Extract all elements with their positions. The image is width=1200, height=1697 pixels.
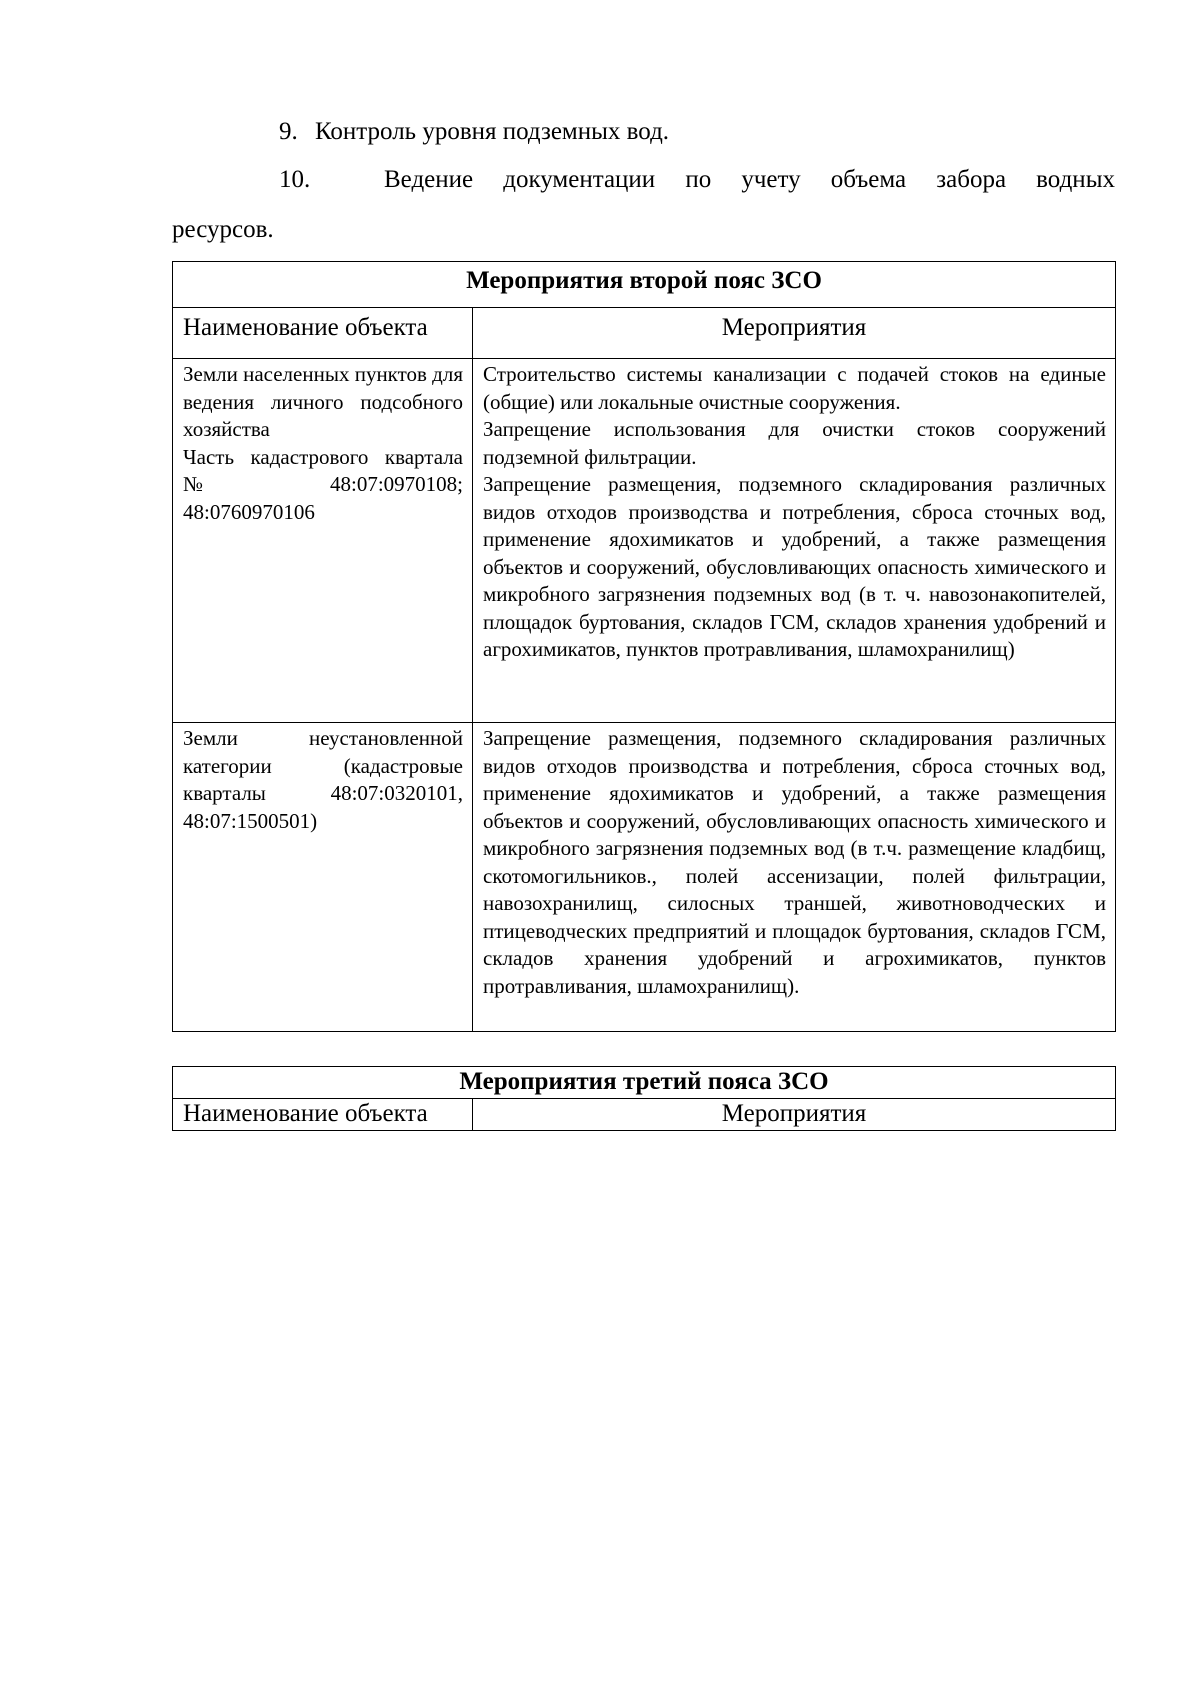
- measure-text: Запрещение размещения, подземного складирования различных видов отходов производства и потребления, сброса сточных вод, применение ядохимикатов и удобрений, а также размещения объектов и сооружений, обусловливающих опасность химического и микробного загрязнения подземных вод (в т.ч. размещение кладбищ, скотомогильников., полей ассенизации, полей фильтрации, навозохранилищ, силосных траншей, животноводческих и птицеводческих предприятий и площадок буртования, складов ГСМ, складов хранения удобрений и агрохимикатов, пунктов протравливания, шламохранилищ).: [483, 726, 1106, 998]
- measures-cell: [473, 359, 1116, 723]
- table-row: [173, 359, 1116, 723]
- measures-cell: [473, 723, 1116, 1032]
- object-text: Часть кадастрового квартала № 48:07:0970108; 48:0760970106: [183, 444, 463, 524]
- column-header-object: Наименование объекта: [173, 1099, 473, 1131]
- table-row: [173, 723, 1116, 1032]
- table-title: Мероприятия второй пояс ЗСО: [173, 262, 1116, 308]
- measure-text: Строительство системы канализации с подачей стоков на единые (общие) или локальные очистные сооружения.: [483, 362, 1106, 414]
- table-title: Мероприятия третий пояса ЗСО: [173, 1067, 1116, 1099]
- measure-text: Запрещение размещения, подземного складирования различных видов отходов производства и потребления, сброса сточных вод, применение ядохимикатов и удобрений, а также размещения объектов и сооружений, обусловливающих опасность химического и микробного загрязнения подземных вод (в т. ч. навозонакопителей, площадок буртования, складов ГСМ, складов хранения удобрений и агрохимикатов, пунктов протравливания, шламохранилищ): [483, 472, 1106, 661]
- list-item-number: 9.: [279, 118, 298, 145]
- third-zone-table: [172, 1066, 1116, 1131]
- list-item-text: Контроль уровня подземных вод.: [315, 118, 670, 145]
- second-zone-table: [172, 261, 1116, 1032]
- measure-text: Запрещение использования для очистки стоков сооружений подземной фильтрации.: [483, 417, 1106, 469]
- list-item-9: [279, 117, 669, 147]
- column-header-object: Наименование объекта: [173, 308, 473, 359]
- column-header-measures: Мероприятия: [473, 308, 1116, 359]
- object-text: Земли неустановленной категории (кадастровые кварталы 48:07:0320101, 48:07:1500501): [183, 726, 463, 833]
- list-item-text: Ведение документации по учету объема забора водных: [384, 166, 1115, 193]
- list-item-10-continuation: ресурсов.: [172, 216, 274, 243]
- list-item-number: 10.: [279, 166, 311, 193]
- column-header-measures: Мероприятия: [473, 1099, 1116, 1131]
- object-text: Земли населенных пунктов для ведения личного подсобного хозяйства: [183, 362, 463, 441]
- object-cell: [173, 359, 473, 723]
- object-cell: [173, 723, 473, 1032]
- list-item-10: [279, 165, 1115, 195]
